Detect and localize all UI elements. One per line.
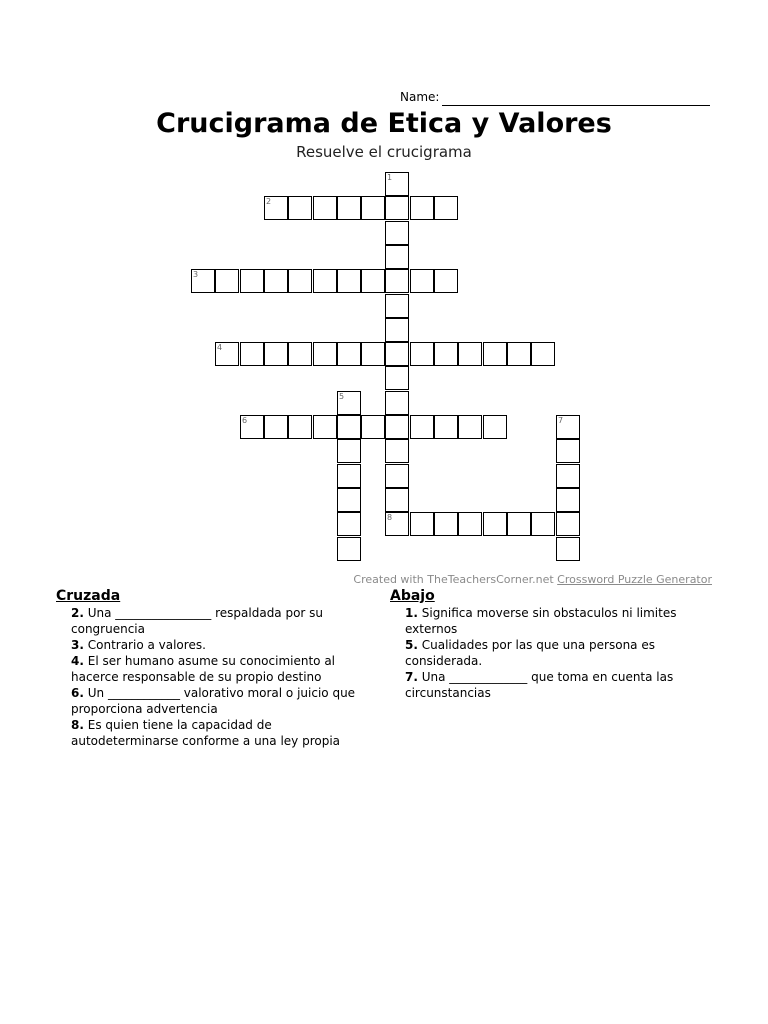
clue-item xyxy=(390,605,700,637)
clue-item xyxy=(390,669,700,701)
grid-cell[interactable] xyxy=(434,196,458,220)
grid-cell[interactable] xyxy=(410,342,434,366)
cell-number: 8 xyxy=(387,513,393,522)
grid-cell[interactable] xyxy=(337,464,361,488)
grid-cell[interactable] xyxy=(410,196,434,220)
clue-item xyxy=(56,605,366,637)
grid-cell[interactable] xyxy=(556,488,580,512)
clue-text: Significa moverse sin obstaculos ni limites externos xyxy=(405,606,677,636)
grid-cell[interactable] xyxy=(385,488,409,512)
grid-cell[interactable] xyxy=(385,318,409,342)
clue-text: Cualidades por las que una persona es considerada. xyxy=(405,638,655,668)
grid-cell[interactable] xyxy=(337,512,361,536)
clue-number: 2. xyxy=(71,606,84,620)
cell-number: 5 xyxy=(339,392,345,401)
down-clue-list xyxy=(390,605,700,701)
grid-cell[interactable] xyxy=(337,391,361,415)
credit-link[interactable]: Crossword Puzzle Generator xyxy=(557,573,712,586)
grid-cell[interactable] xyxy=(264,269,288,293)
grid-cell[interactable] xyxy=(385,512,409,536)
grid-cell[interactable] xyxy=(288,415,312,439)
grid-cell[interactable] xyxy=(240,269,264,293)
down-heading: Abajo xyxy=(390,588,435,604)
cell-number: 3 xyxy=(193,270,199,279)
cell-number: 7 xyxy=(558,416,564,425)
grid-cell[interactable] xyxy=(410,415,434,439)
clue-item xyxy=(56,717,366,749)
cell-number: 4 xyxy=(217,343,223,352)
grid-cell[interactable] xyxy=(385,391,409,415)
clue-item xyxy=(56,637,366,653)
grid-cell[interactable] xyxy=(337,342,361,366)
grid-cell[interactable] xyxy=(385,172,409,196)
grid-cell[interactable] xyxy=(337,537,361,561)
clue-item xyxy=(56,685,366,717)
grid-cell[interactable] xyxy=(483,342,507,366)
grid-cell[interactable] xyxy=(385,415,409,439)
cell-number: 2 xyxy=(266,197,272,206)
grid-cell[interactable] xyxy=(434,512,458,536)
grid-cell[interactable] xyxy=(361,196,385,220)
grid-cell[interactable] xyxy=(434,269,458,293)
grid-cell[interactable] xyxy=(483,512,507,536)
grid-cell[interactable] xyxy=(288,196,312,220)
clue-number: 6. xyxy=(71,686,84,700)
grid-cell[interactable] xyxy=(240,342,264,366)
across-clue-list xyxy=(56,605,366,749)
page-title: Crucigrama de Etica y Valores xyxy=(156,108,612,139)
grid-cell[interactable] xyxy=(385,464,409,488)
clue-item xyxy=(56,653,366,685)
grid-cell[interactable] xyxy=(385,269,409,293)
grid-cell[interactable] xyxy=(240,415,264,439)
grid-cell[interactable] xyxy=(556,537,580,561)
cell-number: 6 xyxy=(242,416,248,425)
grid-cell[interactable] xyxy=(264,415,288,439)
clue-number: 1. xyxy=(405,606,418,620)
grid-cell[interactable] xyxy=(483,415,507,439)
grid-cell[interactable] xyxy=(264,196,288,220)
clue-number: 3. xyxy=(71,638,84,652)
page-subtitle: Resuelve el crucigrama xyxy=(296,143,472,161)
grid-cell[interactable] xyxy=(385,294,409,318)
clue-text: Un ____________ valorativo moral o juicio que proporciona advertencia xyxy=(71,686,356,716)
grid-cell[interactable] xyxy=(191,269,215,293)
credit-line xyxy=(353,573,712,586)
clue-number: 7. xyxy=(405,670,418,684)
grid-cell[interactable] xyxy=(385,342,409,366)
grid-cell[interactable] xyxy=(264,342,288,366)
across-heading: Cruzada xyxy=(56,588,121,604)
grid-cell[interactable] xyxy=(434,342,458,366)
grid-cell[interactable] xyxy=(288,269,312,293)
grid-cell[interactable] xyxy=(458,415,482,439)
grid-cell[interactable] xyxy=(556,464,580,488)
name-label: Name: xyxy=(400,90,440,104)
clue-text: El ser humano asume su conocimiento al hacerce responsable de su propio destino xyxy=(71,654,336,684)
clue-item xyxy=(390,637,700,669)
grid-cell[interactable] xyxy=(385,366,409,390)
grid-cell[interactable] xyxy=(556,415,580,439)
grid-cell[interactable] xyxy=(215,269,239,293)
grid-cell[interactable] xyxy=(410,512,434,536)
clue-number: 5. xyxy=(405,638,418,652)
clue-text: Contrario a valores. xyxy=(83,638,206,652)
clue-text: Una ________________ respaldada por su congruencia xyxy=(71,606,324,636)
grid-cell[interactable] xyxy=(361,269,385,293)
grid-cell[interactable] xyxy=(531,342,555,366)
grid-cell[interactable] xyxy=(385,439,409,463)
grid-cell[interactable] xyxy=(313,196,337,220)
grid-cell[interactable] xyxy=(410,269,434,293)
grid-cell[interactable] xyxy=(531,512,555,536)
clue-number: 8. xyxy=(71,718,84,732)
grid-cell[interactable] xyxy=(288,342,312,366)
cell-number: 1 xyxy=(387,173,393,182)
grid-cell[interactable] xyxy=(313,415,337,439)
grid-cell[interactable] xyxy=(507,512,531,536)
grid-cell[interactable] xyxy=(337,196,361,220)
grid-cell[interactable] xyxy=(434,415,458,439)
grid-cell[interactable] xyxy=(361,342,385,366)
grid-cell[interactable] xyxy=(385,245,409,269)
credit-text: Created with TheTeachersCorner.net xyxy=(353,573,558,586)
grid-cell[interactable] xyxy=(385,196,409,220)
grid-cell[interactable] xyxy=(313,269,337,293)
clue-text: Una _____________ que toma en cuenta las circunstancias xyxy=(405,670,674,700)
grid-cell[interactable] xyxy=(215,342,239,366)
grid-cell[interactable] xyxy=(313,342,337,366)
grid-cell[interactable] xyxy=(337,415,361,439)
grid-cell[interactable] xyxy=(385,221,409,245)
grid-cell[interactable] xyxy=(556,439,580,463)
across-clues xyxy=(56,588,366,749)
grid-cell[interactable] xyxy=(337,439,361,463)
grid-cell[interactable] xyxy=(458,512,482,536)
grid-cell[interactable] xyxy=(556,512,580,536)
clue-text: Es quien tiene la capacidad de autodeterminarse conforme a una ley propia xyxy=(71,718,341,748)
down-clues xyxy=(390,588,700,701)
grid-cell[interactable] xyxy=(361,415,385,439)
grid-cell[interactable] xyxy=(458,342,482,366)
clue-number: 4. xyxy=(71,654,84,668)
grid-cell[interactable] xyxy=(507,342,531,366)
grid-cell[interactable] xyxy=(337,488,361,512)
grid-cell[interactable] xyxy=(337,269,361,293)
